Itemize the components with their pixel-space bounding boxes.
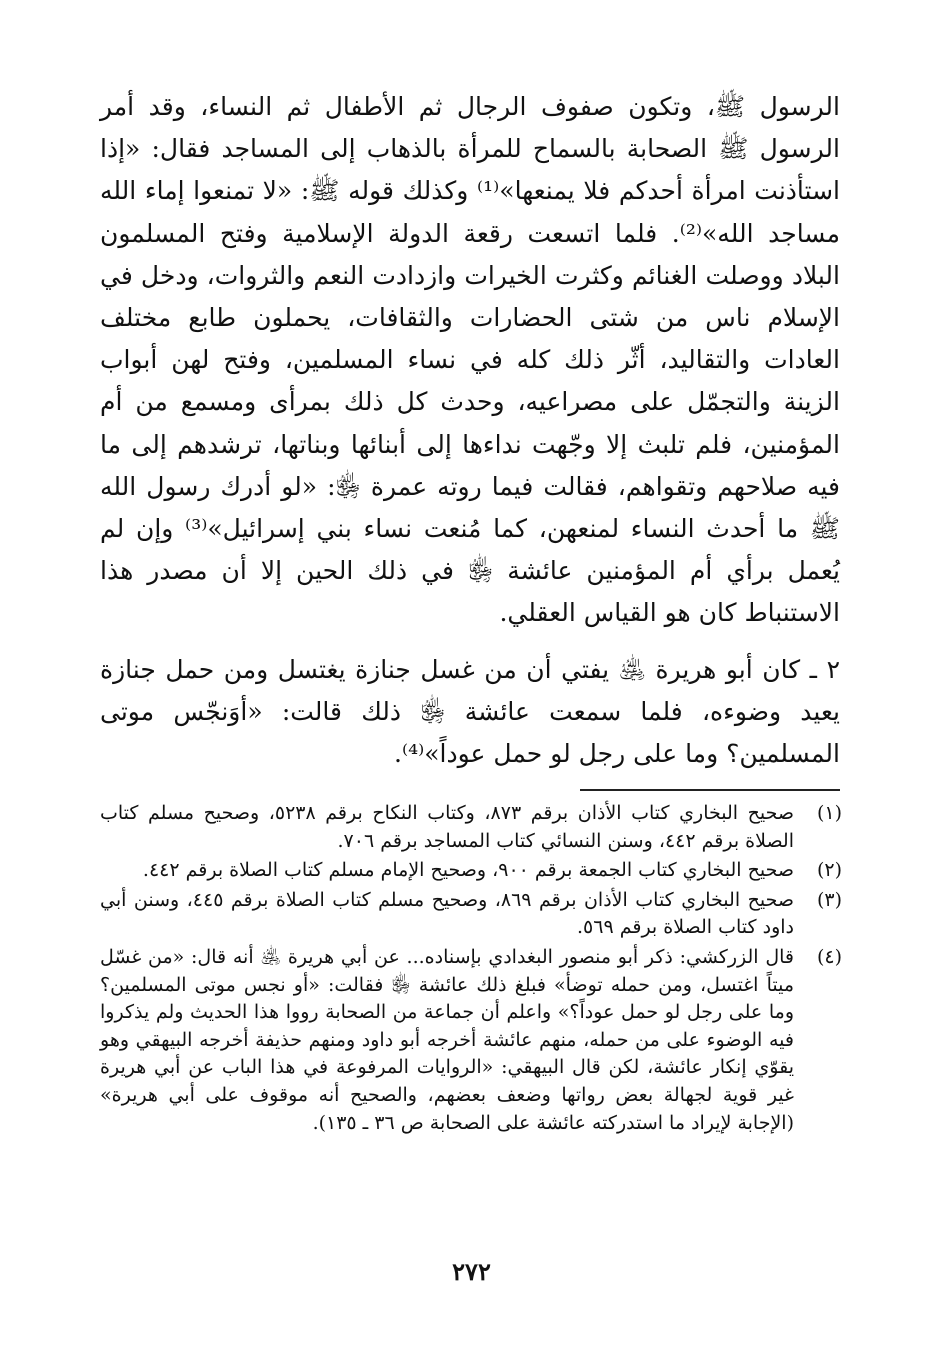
footnote-number: (٣) xyxy=(816,888,842,911)
footnote-text: صحيح البخاري كتاب الأذان برقم ٨٧٣، وكتاب النكاح برقم ٥٢٣٨، وصحيح مسلم كتاب الصلاة برقم ٤٤٢، وسنن النسائي كتاب المساجد برقم ٧٠٦. xyxy=(100,802,794,852)
footnotes-section xyxy=(100,800,842,1139)
footnote-3 xyxy=(100,887,842,942)
main-body-text xyxy=(100,86,840,775)
page-number: ٢٧٢ xyxy=(452,1257,491,1286)
footnote-text: قال الزركشي: ذكر أبو منصور البغدادي بإسناده... عن أبي هريرة ﵁ أنه قال: «من غسّل ميتاً اغتسل، ومن حمله توضأ» فبلغ ذلك عائشة ﵂ فقالت: «أو نجس موتى المسلمين؟ وما على رجل لو حمل عوداً؟» واعلم أن جماعة من الصحابة رووا هذا الحديث ولم يذكروا فيه الوضوء على من حمله، منهم عائشة أخرجه أبو داود ومنهم حذيفة أخرجه البيهقي وهو يقوّي إنكار عائشة، لكن قال البيهقي: «الروايات المرفوعة في هذا الباب عن أبي هريرة غير قوية لجهالة بعض رواتها وضعف بعضهم، والصحيح أنه موقوف على أبي هريرة» (الإجابة لإيراد ما استدركته عائشة على الصحابة ص ٣٦ ـ ١٣٥). xyxy=(100,945,794,1134)
footnote-number: (١) xyxy=(816,802,842,824)
footnote-text: صحيح البخاري كتاب الأذان برقم ٨٦٩، وصحيح مسلم كتاب الصلاة برقم ٤٤٥، وسنن أبي داود كتاب الصلاة برقم ٥٦٩. xyxy=(100,888,794,939)
body-paragraph-2: ٢ ـ كان أبو هريرة ﵁ يفتي أن من غسل جنازة يغتسل ومن حمل جنازة يعيد وضوءه، فلما سمعت عائشة ﵂ ذلك قالت: «أوَنجّس موتى المسلمين؟ وما على رجل لو حمل عوداً»⁽⁴⁾. xyxy=(100,654,840,769)
footnote-text: صحيح البخاري كتاب الجمعة برقم ٩٠٠، وصحيح الإمام مسلم كتاب الصلاة برقم ٤٤٢. xyxy=(142,859,794,882)
footnote-2 xyxy=(100,857,842,885)
footnote-number: (٢) xyxy=(816,859,842,882)
body-paragraph-1: الرسول ﷺ، وتكون صفوف الرجال ثم الأطفال ثم النساء، وقد أمر الرسول ﷺ الصحابة بالسماح للمرأة بالذهاب إلى المساجد فقال: «إذا استأذنت امرأة أحدكم فلا يمنعها»⁽¹⁾ وكذلك قوله ﷺ: «لا تمنعوا إماء الله مساجد الله»⁽²⁾. فلما اتسعت رقعة الدولة الإسلامية وفتح المسلمون البلاد ووصلت الغنائم وكثرت الخيرات وازدادت النعم والثروات، ودخل في الإسلام ناس من شتى الحضارات والثقافات، يحملون طابع مختلف العادات والتقاليد، أثّر ذلك كله في نساء المسلمين، وفتح لهن أبواب الزينة والتجمّل على مصراعيه، وحدث كل ذلك بمرأى ومسمع من أم المؤمنين، فلم تلبث إلا وجّهت نداءها إلى أبنائها وبناتها، ترشدهم إلى ما فيه صلاحهم وتقواهم، فقالت فيما روته عمرة ﵂: «لو أدرك رسول الله ﷺ ما أحدث النساء لمنعهن، كما مُنعت نساء بني إسرائيل»⁽³⁾ وإن لم يُعمل برأي أم المؤمنين عائشة ﵂ في ذلك الحين إلا أن مصدر هذا الاستنباط كان هو القياس العقلي. xyxy=(100,92,841,628)
footnote-number: (٤) xyxy=(816,945,842,968)
footnote-separator xyxy=(580,789,840,791)
footnote-1 xyxy=(100,800,842,855)
footnote-4 xyxy=(100,944,842,1137)
